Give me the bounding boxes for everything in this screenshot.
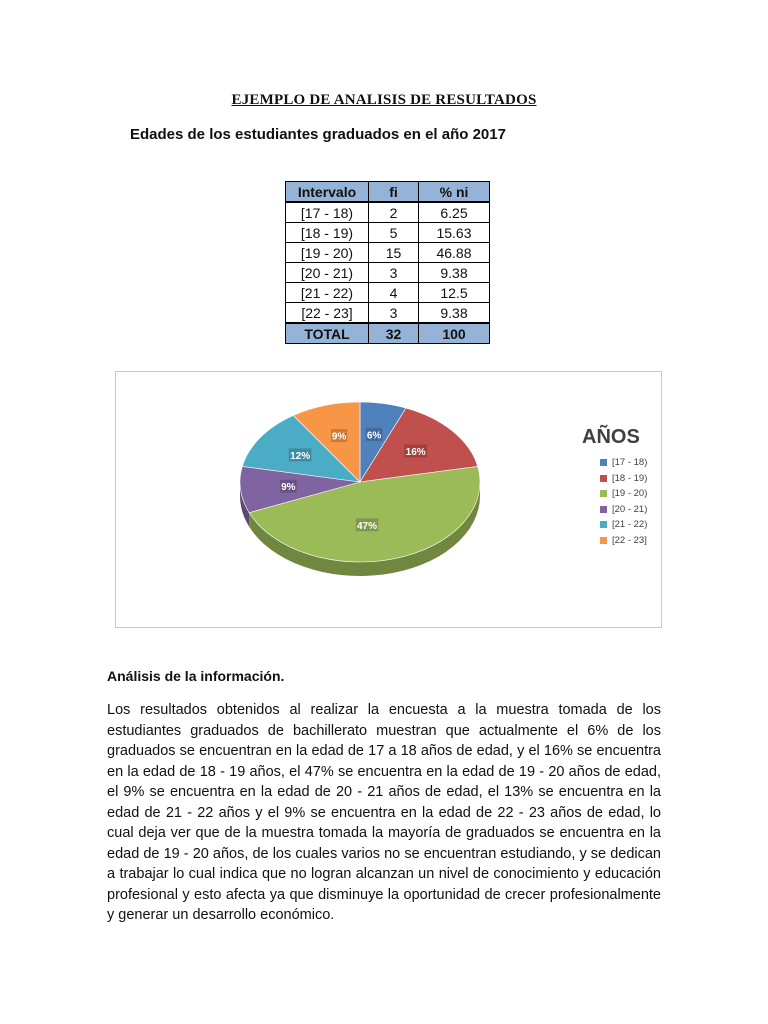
table-row: [286, 243, 490, 263]
legend-swatch: [600, 459, 607, 466]
column-header-percent: % ni: [419, 182, 490, 203]
table-cell: 9.38: [419, 303, 490, 324]
table-total-row: [286, 323, 490, 344]
pie-chart-svg: [116, 372, 661, 627]
document-subtitle: Edades de los estudiantes graduados en el año 2017: [130, 126, 506, 143]
chart-title: AÑOS: [582, 426, 640, 448]
table-cell: [19 - 20): [286, 243, 369, 263]
data-label: 9%: [281, 482, 296, 494]
table-cell: 4: [369, 283, 419, 303]
legend-item: [600, 471, 647, 487]
table-cell: 12.5: [419, 283, 490, 303]
legend-item: [600, 517, 647, 533]
legend-item: [600, 486, 647, 502]
data-label: 6%: [366, 430, 382, 442]
table-cell: 3: [369, 303, 419, 324]
legend-swatch: [600, 506, 607, 513]
table-row: [286, 263, 490, 283]
table-cell: 15.63: [419, 223, 490, 243]
column-header-intervalo: Intervalo: [286, 182, 369, 203]
legend-label: [17 - 18): [612, 457, 648, 469]
legend-swatch: [600, 475, 607, 482]
legend-label: [22 - 23]: [612, 534, 647, 546]
legend-label: [19 - 20): [612, 488, 648, 500]
data-label: 12%: [290, 450, 311, 462]
column-header-fi: fi: [369, 182, 419, 203]
chart-legend: [600, 455, 647, 548]
table-header-row: [286, 182, 490, 203]
table-cell: [21 - 22): [286, 283, 369, 303]
table-cell: 6.25: [419, 202, 490, 223]
legend-swatch: [600, 537, 607, 544]
legend-item: [600, 533, 647, 549]
legend-label: [20 - 21): [612, 503, 648, 515]
table-cell: 2: [369, 202, 419, 223]
table-row: [286, 202, 490, 223]
table-cell: 3: [369, 263, 419, 283]
data-label: 47%: [356, 520, 377, 532]
table-cell: [18 - 19): [286, 223, 369, 243]
document-title: EJEMPLO DE ANALISIS DE RESULTADOS: [231, 92, 537, 108]
legend-item: [600, 502, 647, 518]
data-label: 16%: [405, 447, 426, 459]
table-cell: [22 - 23]: [286, 303, 369, 324]
table-row: [286, 283, 490, 303]
analysis-heading: Análisis de la información.: [107, 668, 285, 684]
frequency-table: [285, 181, 490, 344]
table-cell: 15: [369, 243, 419, 263]
total-percent: 100: [419, 323, 490, 344]
legend-label: [21 - 22): [612, 519, 648, 531]
table-cell: [17 - 18): [286, 202, 369, 223]
analysis-paragraph: Los resultados obtenidos al realizar la encuesta a la muestra tomada de los estudiantes graduados de bachillerato muestran que actualmente el 6% de los graduados se encuentran en la edad de 17 a 18 años de edad, y el 16% se encuentra en la edad de 18 - 19 años, el 47% se encuentra en la edad de 19 - 20 años de edad, el 9% se encuentra en la edad de 20 - 21 años de edad, el 13% se encuentra en la edad de 21 - 22 años y el 9% se encuentra en la edad de 22 - 23 años de edad, lo cual deja ver que de la muestra tomada la mayoría de graduados se encuentra en la edad de 19 - 20 años, de los cuales varios no se encuentran estudiando, y se dedican a trabajar lo cual indica que no logran alcanzan un nivel de conocimiento y educación profesional y esto afecta ya que disminuye la oportunidad de crecer profesionalmente y generar un desarrollo económico.: [107, 702, 661, 923]
table-row: [286, 303, 490, 324]
table-row: [286, 223, 490, 243]
total-label: TOTAL: [286, 323, 369, 344]
table-cell: 46.88: [419, 243, 490, 263]
legend-swatch: [600, 490, 607, 497]
legend-item: [600, 455, 647, 471]
total-fi: 32: [369, 323, 419, 344]
data-label: 9%: [331, 431, 347, 443]
table-cell: 9.38: [419, 263, 490, 283]
table-cell: 5: [369, 223, 419, 243]
pie-chart: [115, 371, 662, 628]
legend-label: [18 - 19): [612, 472, 648, 484]
table-cell: [20 - 21): [286, 263, 369, 283]
legend-swatch: [600, 521, 607, 528]
